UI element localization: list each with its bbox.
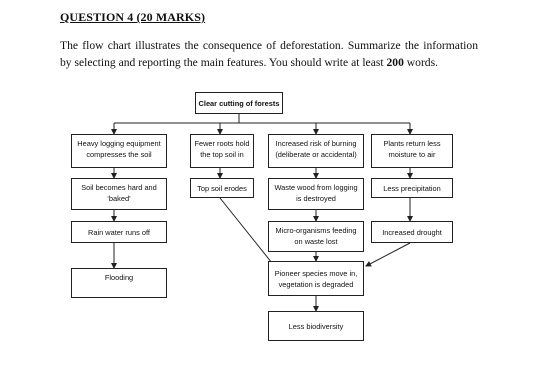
node-fewer-roots: Fewer roots hold the top soil in bbox=[190, 134, 254, 168]
node-burning-risk: Increased risk of burning (deliberate or accidental) bbox=[268, 134, 364, 168]
node-top-soil-erodes: Top soil erodes bbox=[190, 178, 254, 198]
prompt-text: The flow chart illustrates the consequence of deforestation. Summarize the information by selecting and reporting the main features. You should write at least bbox=[60, 39, 478, 69]
node-less-precipitation: Less precipitation bbox=[371, 178, 453, 198]
node-rain-runs-off: Rain water runs off bbox=[71, 221, 167, 243]
node-less-biodiversity: Less biodiversity bbox=[268, 311, 364, 341]
node-soil-hard: Soil becomes hard and ‘baked’ bbox=[71, 178, 167, 210]
node-waste-wood: Waste wood from logging is destroyed bbox=[268, 178, 364, 210]
node-flooding: Flooding bbox=[71, 268, 167, 298]
node-increased-drought: Increased drought bbox=[371, 221, 453, 243]
connector-c4-to-merge bbox=[366, 243, 410, 266]
node-pioneer-species: Pioneer species move in, vegetation is degraded bbox=[268, 261, 364, 296]
node-heavy-logging: Heavy logging equipment compresses the soil bbox=[71, 134, 167, 168]
node-micro-organisms: Micro-organisms feeding on waste lost bbox=[268, 221, 364, 252]
root-node: Clear cutting of forests bbox=[195, 92, 283, 114]
question-heading: QUESTION 4 (20 MARKS) bbox=[60, 10, 206, 24]
word-count: 200 bbox=[386, 56, 404, 69]
node-plants-moisture: Plants return less moisture to air bbox=[371, 134, 453, 168]
prompt-end: words. bbox=[403, 56, 439, 69]
